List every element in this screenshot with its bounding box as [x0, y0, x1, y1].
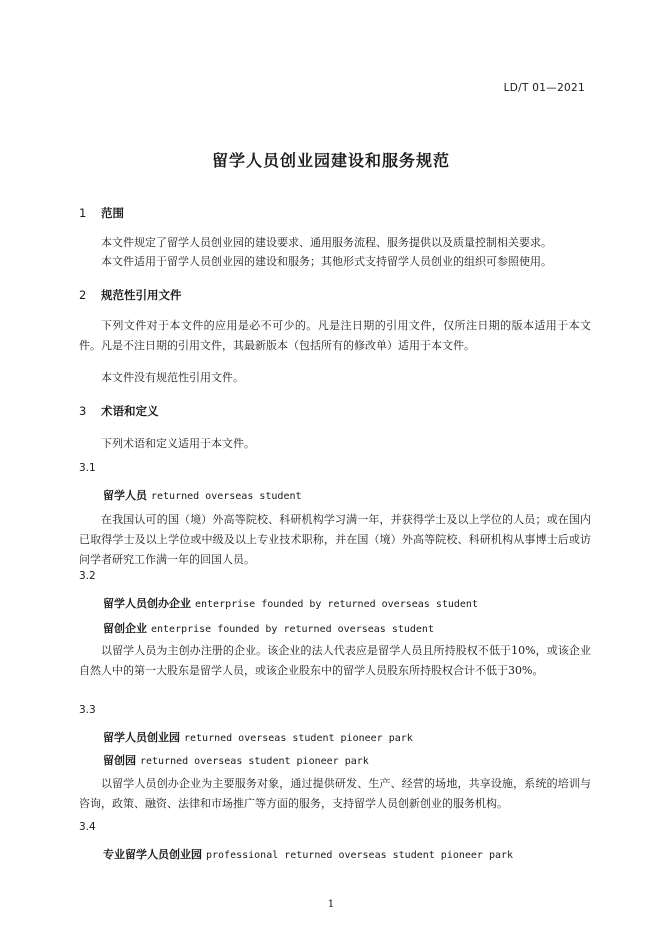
- term-alt-en: enterprise founded by returned overseas student: [151, 624, 434, 635]
- document-title: 留学人员创业园建设和服务规范: [211, 151, 450, 170]
- term-number: 3.2: [79, 570, 96, 582]
- section-title: 范围: [101, 206, 124, 220]
- term-alt-entry: [103, 752, 369, 768]
- term-en: returned overseas student pioneer park: [184, 733, 413, 744]
- term-definition: 以留学人员创办企业为主要服务对象，通过提供研发、生产、经营的场地，共享设施，系统的培训与咨询，政策、融资、法律和市场推广等方面的服务，支持留学人员创新创业的服务机构。: [79, 777, 591, 810]
- section-title: 规范性引用文件: [101, 288, 182, 302]
- term-zh: 留学人员: [103, 489, 147, 502]
- paragraph: 本文件适用于留学人员创业园的建设和服务；其他形式支持留学人员创业的组织可参照使用。: [101, 255, 552, 268]
- term-alt-en: returned overseas student pioneer park: [140, 756, 369, 767]
- term-zh: 留学人员创办企业: [103, 597, 191, 610]
- section-number: 3: [79, 404, 87, 418]
- term-number: 3.3: [79, 704, 96, 716]
- page-number: 1: [327, 898, 335, 910]
- section-title: 术语和定义: [101, 404, 159, 418]
- paragraph: 下列术语和定义适用于本文件。: [101, 437, 255, 450]
- term-alt-entry: [103, 620, 434, 636]
- term-entry: [103, 595, 478, 611]
- term-definition: 以留学人员为主创办注册的企业。该企业的法人代表应是留学人员且所持股权不低于10%，或该企业自然人中的第一大股东是留学人员，或该企业股东中的留学人员股东所持股权合计不低于30%。: [79, 644, 591, 677]
- section-2-heading: [79, 287, 182, 303]
- term-en: enterprise founded by returned overseas student: [195, 599, 478, 610]
- paragraph: 下列文件对于本文件的应用是必不可少的。凡是注日期的引用文件，仅所注日期的版本适用于本文件。凡是不注日期的引用文件，其最新版本（包括所有的修改单）适用于本文件。: [79, 319, 591, 352]
- section-1-heading: [79, 205, 124, 221]
- document-number: LD/T 01—2021: [503, 82, 585, 94]
- paragraph: 本文件规定了留学人员创业园的建设要求、通用服务流程、服务提供以及质量控制相关要求。: [101, 236, 552, 249]
- section-number: 1: [79, 206, 87, 220]
- term-number: 3.4: [79, 821, 96, 833]
- term-entry: [103, 729, 413, 745]
- term-alt-zh: 留创园: [103, 754, 136, 767]
- term-en: professional returned overseas student pioneer park: [206, 850, 514, 861]
- term-zh: 专业留学人员创业园: [103, 848, 202, 861]
- term-en: returned overseas student: [151, 491, 302, 502]
- paragraph: 本文件没有规范性引用文件。: [101, 371, 244, 384]
- term-entry: [103, 846, 513, 862]
- term-number: 3.1: [79, 462, 96, 474]
- term-definition: 在我国认可的国（境）外高等院校、科研机构学习满一年，并获得学士及以上学位的人员；或在国内已取得学士及以上学位或中级及以上专业技术职称，并在国（境）外高等院校、科研机构从事博士后或访问学者研究工作满一年的回国人员。: [79, 513, 591, 566]
- section-3-heading: [79, 403, 159, 419]
- term-zh: 留学人员创业园: [103, 731, 180, 744]
- section-number: 2: [79, 288, 87, 302]
- term-alt-zh: 留创企业: [103, 622, 147, 635]
- term-entry: [103, 487, 302, 503]
